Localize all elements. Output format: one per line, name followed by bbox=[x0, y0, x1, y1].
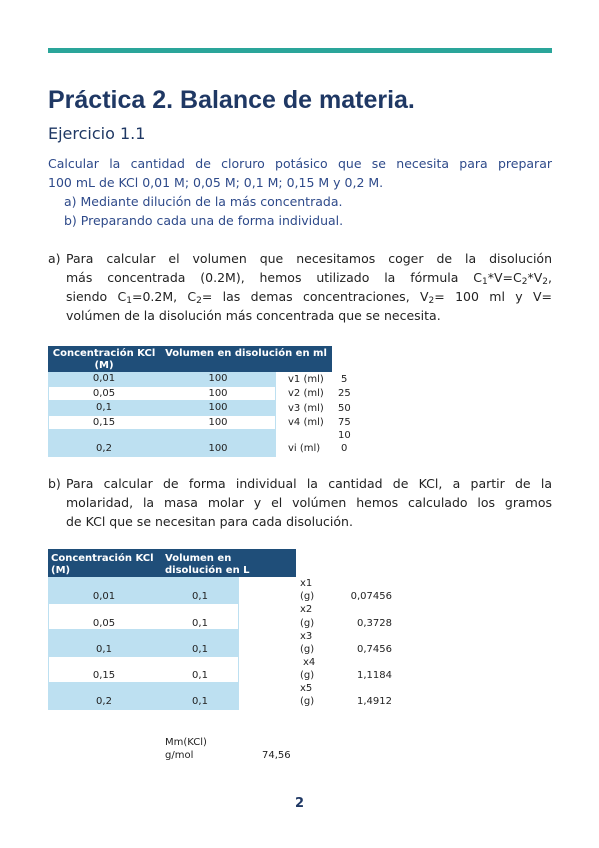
table2-label-3: (g) bbox=[300, 644, 315, 655]
table2-label-4-top: x4 bbox=[303, 657, 316, 668]
table2-label-1-top: x1 bbox=[300, 578, 313, 589]
top-accent-bar bbox=[48, 48, 552, 53]
table2-vol-4: 0,1 bbox=[192, 670, 208, 681]
part-a-line-2: más concentrada (0.2M), hemos utilizado la fórmula $C_1*V=C_2*V_2$, bbox=[66, 270, 552, 287]
table2-conc-1: 0,01 bbox=[92, 591, 116, 602]
part-a-line-4: volúmen de la disolución más concentrada que se necesita. bbox=[66, 308, 441, 323]
table1-vol-4: 100 bbox=[208, 417, 228, 428]
part-b-line-2: molaridad, la masa molar y el volúmen hemos calculado los gramos bbox=[66, 495, 552, 510]
table2-value-5: 1,4912 bbox=[357, 696, 392, 707]
table2-value-4: 1,1184 bbox=[357, 670, 392, 681]
table2-header-volume: Volumen en disolución en L bbox=[162, 549, 296, 577]
page-title: Práctica 2. Balance de materia. bbox=[48, 86, 415, 114]
table1-label-2: v2 (ml) bbox=[288, 388, 324, 399]
table2-vol-1: 0,1 bbox=[192, 591, 208, 602]
table1-value-5: 0 bbox=[341, 443, 348, 454]
part-a-paragraph bbox=[66, 249, 552, 325]
table1-value-4: 75 bbox=[338, 417, 351, 428]
table2-vol-3: 0,1 bbox=[192, 644, 208, 655]
table1-label-1: v1 (ml) bbox=[288, 374, 324, 385]
table1-vol-2: 100 bbox=[208, 388, 228, 399]
statement-item-b: b) Preparando cada una de forma individual. bbox=[64, 213, 344, 228]
table2-label-2: (g) bbox=[300, 618, 315, 629]
exercise-heading: Ejercicio 1.1 bbox=[48, 124, 146, 143]
table1-conc-5: 0,2 bbox=[96, 443, 112, 454]
molar-mass-label-line-1: Mm(KCl) bbox=[165, 737, 207, 748]
part-b-marker: b) bbox=[48, 476, 61, 491]
table2-label-3-top: x3 bbox=[300, 631, 313, 642]
table2-value-1: 0,07456 bbox=[350, 591, 392, 602]
table2-vol-5: 0,1 bbox=[192, 696, 208, 707]
statement-item-a: a) Mediante dilución de la más concentrada. bbox=[64, 194, 343, 209]
molar-mass-value: 74,56 bbox=[262, 750, 291, 761]
table1-vol-1: 100 bbox=[208, 373, 228, 384]
table2-label-5-top: x5 bbox=[300, 683, 313, 694]
table1-value-5-top: 10 bbox=[338, 430, 351, 441]
table2-label-5: (g) bbox=[300, 696, 315, 707]
table1-conc-1: 0,01 bbox=[92, 373, 116, 384]
table1-label-5: vi (ml) bbox=[288, 443, 321, 454]
table2-value-3: 0,7456 bbox=[357, 644, 392, 655]
statement-line-2: 100 mL de KCl 0,01 M; 0,05 M; 0,1 M; 0,15 M y 0,2 M. bbox=[48, 175, 384, 190]
table2-conc-5: 0,2 bbox=[96, 696, 112, 707]
table1-label-4: v4 (ml) bbox=[288, 417, 324, 428]
part-b-paragraph bbox=[66, 474, 552, 531]
table1-value-1: 5 bbox=[341, 374, 348, 385]
table2-conc-3: 0,1 bbox=[96, 644, 112, 655]
part-b-line-3: de KCl que se necesitan para cada disolución. bbox=[66, 514, 353, 529]
table1-label-3: v3 (ml) bbox=[288, 403, 324, 414]
table1-value-2: 25 bbox=[338, 388, 351, 399]
table2-label-1: (g) bbox=[300, 591, 315, 602]
part-a-line-3: siendo $C_1=0.2M$, $C_2=$ las demas concentraciones, $V_2= 100$ ml y V= bbox=[66, 289, 552, 306]
statement bbox=[48, 154, 552, 230]
part-b-line-1: Para calcular de forma individual la cantidad de KCl, a partir de la bbox=[66, 476, 552, 491]
molar-mass-label-line-2: g/mol bbox=[165, 750, 194, 761]
table1-conc-3: 0,1 bbox=[96, 402, 112, 413]
statement-line-1: Calcular la cantidad de cloruro potásico que se necesita para preparar bbox=[48, 156, 552, 171]
table1-value-3: 50 bbox=[338, 403, 351, 414]
page-number: 2 bbox=[294, 796, 305, 811]
table1-conc-4: 0,15 bbox=[92, 417, 116, 428]
part-a-line-1: Para calcular el volumen que necesitamos coger de la disolución bbox=[66, 251, 552, 266]
part-a-marker: a) bbox=[48, 251, 61, 266]
table2-label-4: (g) bbox=[300, 670, 315, 681]
table2-value-2: 0,3728 bbox=[357, 618, 392, 629]
table2-conc-4: 0,15 bbox=[92, 670, 116, 681]
table2-vol-2: 0,1 bbox=[192, 618, 208, 629]
table2-label-2-top: x2 bbox=[300, 604, 313, 615]
table1-conc-2: 0,05 bbox=[92, 388, 116, 399]
table1-vol-3: 100 bbox=[208, 402, 228, 413]
table2-header-concentration: Concentración KCl (M) bbox=[48, 549, 162, 577]
table1-header-concentration: Concentración KCl (M) bbox=[48, 346, 160, 372]
table2-conc-2: 0,05 bbox=[92, 618, 116, 629]
table1-header-volume: Volumen en disolución en ml bbox=[160, 346, 332, 372]
table1-vol-5: 100 bbox=[208, 443, 228, 454]
